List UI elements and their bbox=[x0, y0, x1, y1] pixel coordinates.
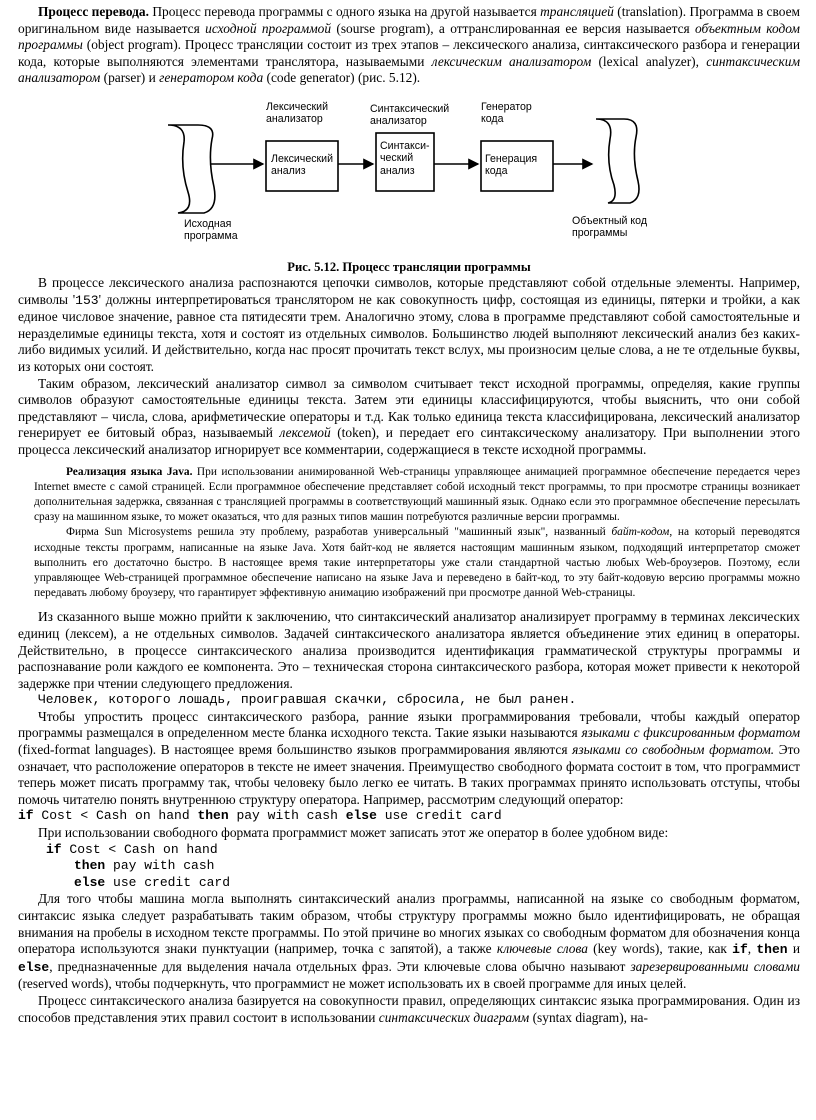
code-line-else: else use credit card bbox=[74, 874, 231, 890]
code-example-indented bbox=[18, 842, 800, 892]
example-sentence: Человек, которого лошадь, проигравшая скачки, сбросила, не был ранен. bbox=[38, 692, 577, 708]
object-code-shape bbox=[596, 119, 639, 203]
paragraph-parser: Из сказанного выше можно прийти к заключению, что синтаксический анализатор анализирует программу в терминах лексических единиц (лексем), а не отдельных символов. Задачей синтаксического анализатора является объединение этих единиц в операторы. Действительно, в процессе синтаксического анализа производится идентификация грамматической структуры программы и распознавание роли каждого ее компонента. Это – техническая сторона синтаксического разбора, которая может привести к некоторой задержке при чтении следующего предложения. bbox=[18, 609, 800, 691]
paragraph-translation: Процесс перевода. Процесс перевода программы с одного языка на другой называется трансляцией (translation). Программа в своем оригинальном виде называется исходной программой (sourse program), а оттранслированная ее версия называется объектным кодом программы (object program). Процесс трансляции состоит из трех этапов – лексического анализа, синтаксического разбора и генерации кода, которые выполняются элементами транслятора, называемыми лексическим анализатором (lexical analyzer), синтаксическим анализатором (parser) и генератором кода (code generator) (рис. 5.12). bbox=[18, 4, 800, 86]
paragraph-format: Чтобы упростить процесс синтаксического разбора, ранние языки программирования требовали, чтобы каждый оператор программы размещался в определенном месте бланка исходного текста. Такие языки называются языками с фиксированным форматом (fixed-format languages). В настоящее время большинство языков программирования являются языками со свободным форматом. Это означает, что расположение операторов в тексте не имеет значения. Преимущество свободного формата состоит в том, что программист теперь может писать программу так, чтобы человеку было легко ее читать. В таких программах принято использовать отступы, чтобы помочь читателю понять внутреннюю структуру оператора. Например, рассмотрим следующий оператор: bbox=[18, 708, 801, 807]
source-program-shape bbox=[168, 125, 215, 213]
document-page bbox=[18, 4, 800, 1026]
figure-caption: Рис. 5.12. Процесс трансляции программы bbox=[287, 259, 531, 274]
sidebar-java bbox=[34, 465, 800, 602]
java-paragraph-1: Реализация языка Java. При использовании анимированной Web-страницы управляющее анимацией программное обеспечение передается через Internet вместе с самой страницей. Если программное обеспечение представляет собой исходный текст программы, то при просмотре страницы возникает дополнительная задержка, связанная с трансляцией программы в соответствующий машинный язык. Однако если это программное обеспечение пересылать сразу на машинном языке, то может оказаться, что для разных типов машин потребуются различные версии программы. bbox=[34, 465, 800, 524]
source-program-label: Исходная программа bbox=[184, 217, 238, 243]
code-line-if: if Cost < Cash on hand bbox=[46, 841, 218, 857]
paragraph-keywords: Для того чтобы машина могла выполнять синтаксический анализ программы, написанной на языке со свободным форматом, синтаксис языка следует разрабатывать таким образом, чтобы структуру программы можно было идентифицировать, не обращая внимания на пробелы в исходном тексте программы. По этой причине во многих языках со свободным форматом для обозначения конца оператора используются знаки пунктуации (например, точка с запятой), а также ключевые слова (key words), такие, как if, then и else, предназначенные для выделения начала отдельных фраз. Эти ключевые слова обычно называют зарезервированными словами (reserved words), чтобы подчеркнуть, что программист не может использовать их в своей программе для иных целей. bbox=[18, 891, 800, 992]
heading-translation: Процесс перевода. bbox=[38, 4, 149, 19]
java-paragraph-2: Фирма Sun Microsystems решила эту проблему, разработав универсальный "машинный язык", названный байт-кодом, на который переводятся исходные тексты программ, написанные на языке Java. Хотя байт-код не является настоящим машинным языком, подходящий интерпретатор сможет выполнить его достаточно быстро. В настоящее время такие интерпретаторы уже стали стандартной частью любых Web-броузеров. Поэтому, если управляющее Web-страницей программное обеспечение написано на языке Java и переведено в байт-код, то эту байт-кодовую версию программы можно передавать любому броузеру, что гарантирует эффективную анимацию изображений при просмотре данной Web-страницы. bbox=[34, 526, 800, 600]
code-generation-box-text: Генерация кода bbox=[485, 152, 538, 178]
syntax-analysis-box-text: Синтакси- ческий анализ bbox=[380, 139, 430, 177]
paragraph-syntax-rules: Процесс синтаксического анализа базируется на совокупности правил, определяющих синтаксис языка программирования. Один из способов представления этих правил состоит в использовании синтаксических диаграмм (syntax diagram), на- bbox=[18, 992, 800, 1025]
paragraph-lexical-analyzer: Таким образом, лексический анализатор символ за символом считывает текст исходной программы, определяя, какие группы символов образуют самостоятельные единицы текста. Затем эти единицы классифицируются, чтобы выяснить, что они собой представляют – числа, слова, арифметические операторы и т.д. Как только единица текста классифицирована, лексический анализатор генерирует ее битовый образ, называемый лексемой (token), и передает его синтаксическому анализатору. При выполнении этого процесса лексический анализатор игнорирует все комментарии, содержащиеся в тексте исходной программы. bbox=[18, 375, 800, 457]
code-generator-label: Генератор кода bbox=[481, 100, 532, 126]
lexical-analyzer-label: Лексический анализатор bbox=[266, 100, 328, 126]
syntax-analyzer-label: Синтаксический анализатор bbox=[370, 102, 450, 128]
figure-translation-process bbox=[18, 97, 800, 257]
java-heading: Реализация языка Java. bbox=[66, 465, 193, 478]
code-example-oneline: if Cost < Cash on hand then pay with cash else use credit card bbox=[18, 808, 502, 824]
paragraph-free-format: При использовании свободного формата программист может записать этот же оператор в более удобном виде: bbox=[38, 825, 669, 841]
code-line-then: then pay with cash bbox=[74, 858, 215, 874]
object-code-label: Объектный код программы bbox=[572, 214, 647, 240]
lexical-analysis-box-text: Лексический анализ bbox=[271, 152, 333, 178]
paragraph-lexical: В процессе лексического анализа распознаются цепочки символов, которые представляют собой отдельные элементы. Например, символы '153' должны интерпретироваться транслятором не как совокупность цифр, состоящая из единицы, пятерки и тройки, а как единое числовое значение, равное ста пятидесяти трем. Аналогично этому, слова в программе представляют собой самостоятельные и неразделимые единицы текста, хотя и состоят из отдельных символов. Большинство людей выполняют лексический анализ без каких-либо видимых усилий. И действительно, когда нас просят прочитать текст вслух, мы произносим целые слова, а не те отдельные буквы, из которых они состоят. bbox=[18, 274, 800, 374]
